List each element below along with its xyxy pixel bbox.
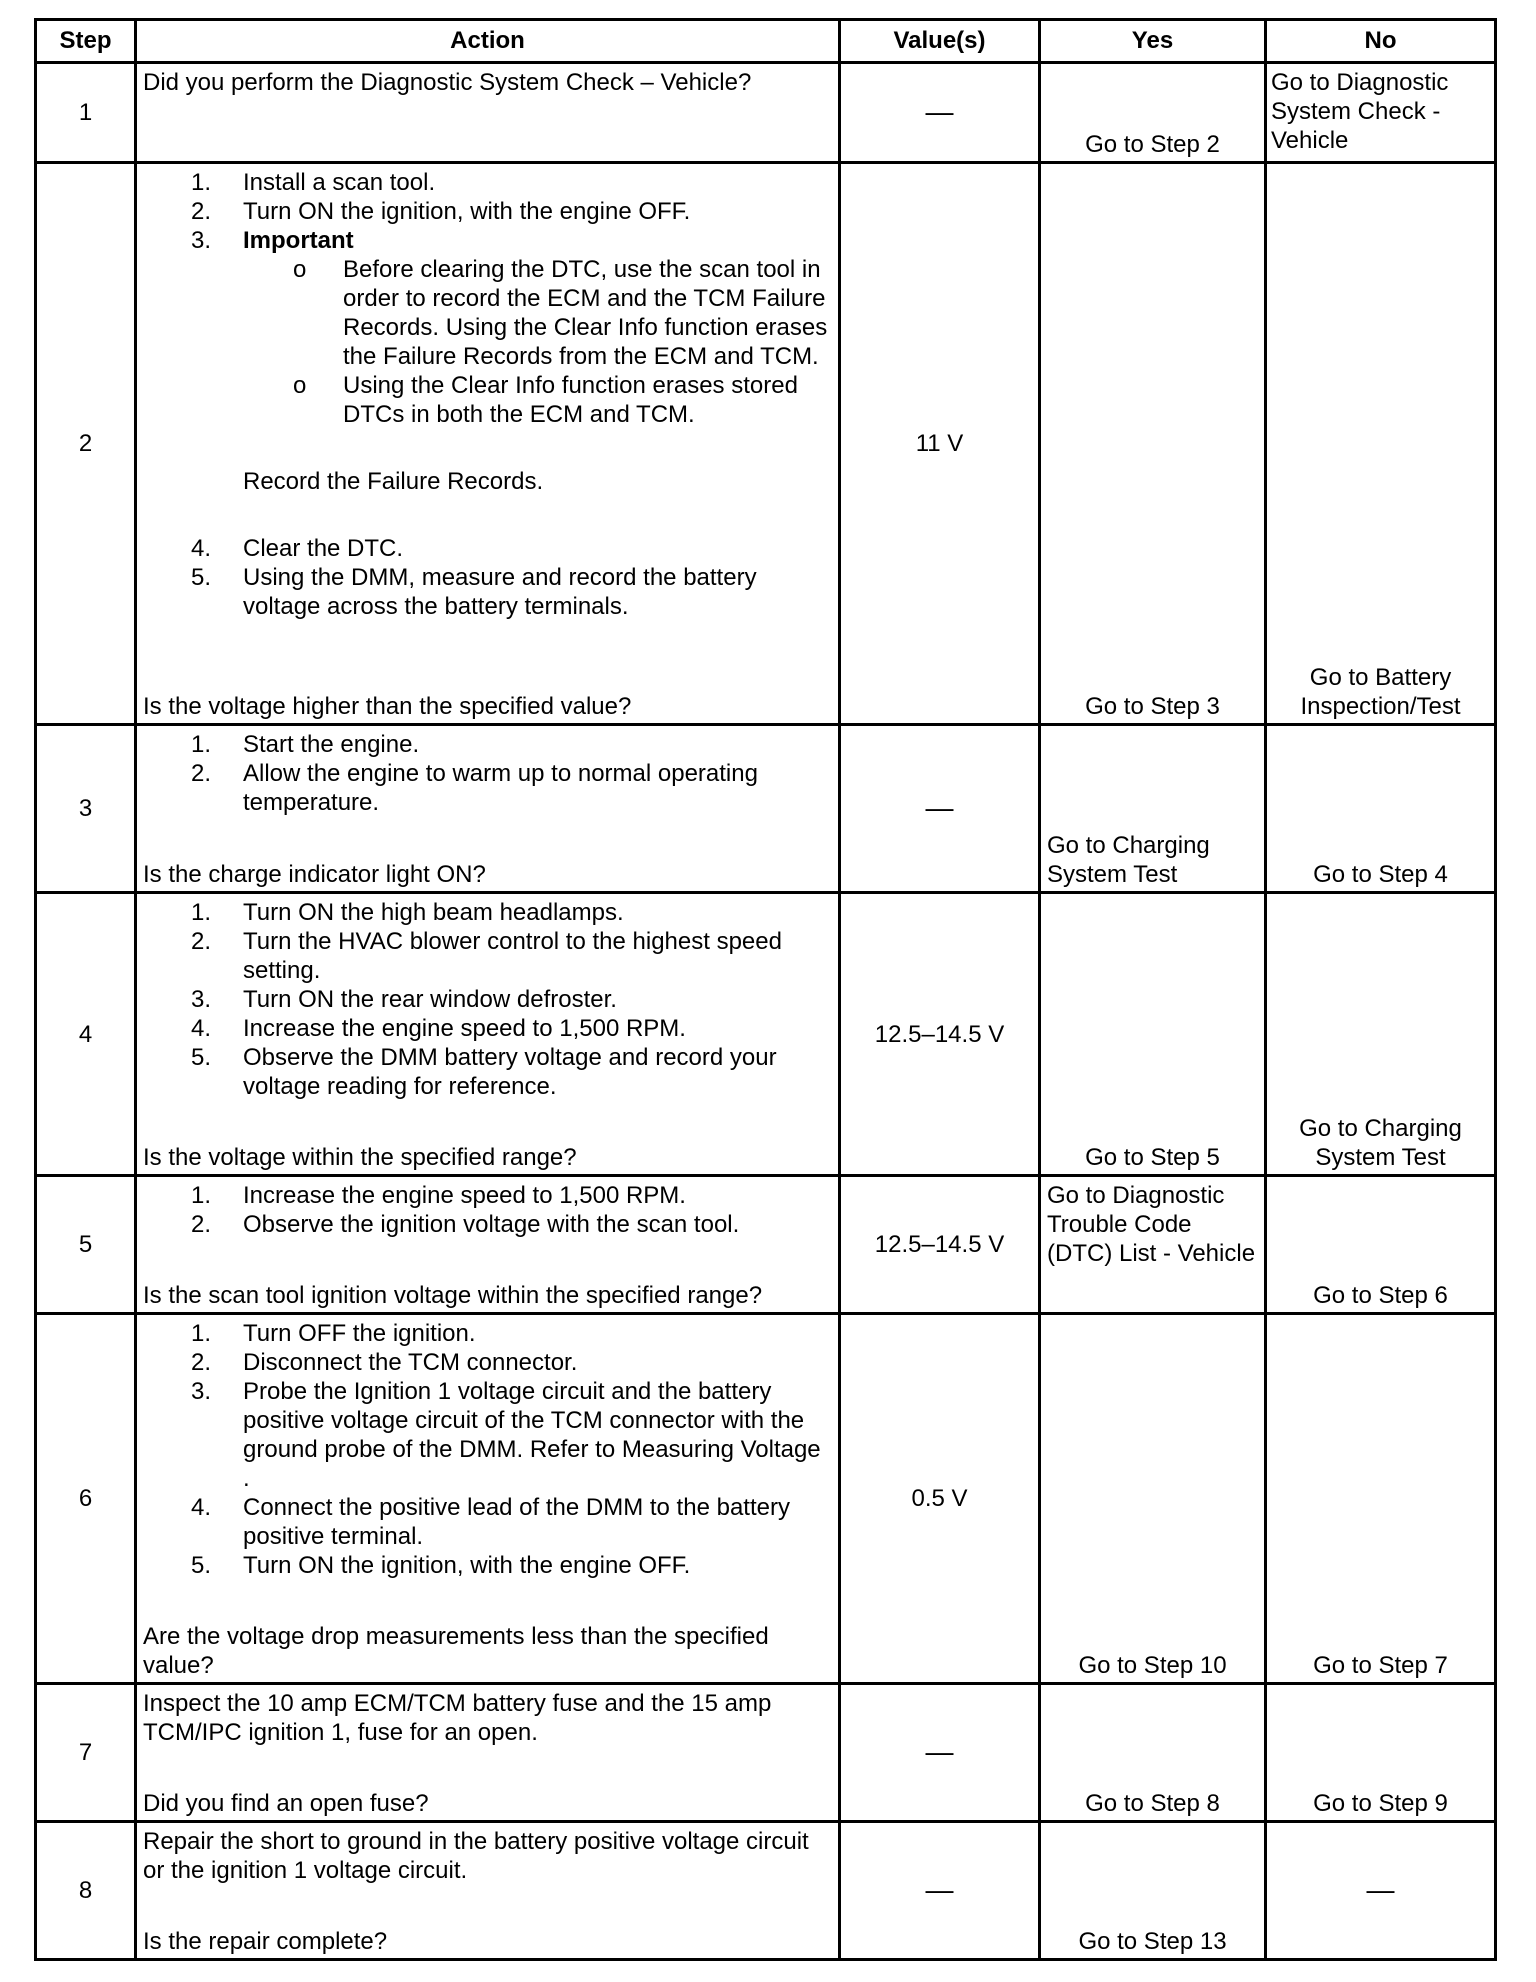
step-number: 8 (36, 1822, 136, 1960)
no-text: Go to Battery Inspection/Test (1300, 664, 1461, 720)
action-cell (136, 1684, 840, 1822)
question-text: Is the voltage within the specified range? (143, 1144, 577, 1171)
action-cell (136, 725, 840, 893)
yes-cell (1040, 1314, 1266, 1684)
value-text: — (925, 792, 954, 823)
action-text: Did you perform the Diagnostic System Check – Vehicle? (143, 69, 752, 96)
list-item: 3. Probe the Ignition 1 voltage circuit and the battery positive voltage circuit of the TCM connector with the ground probe of the DMM. Refer to Measuring Voltage . (191, 1378, 821, 1492)
list-item: 2. Observe the ignition voltage with the scan tool. (191, 1211, 740, 1238)
list-item: o Using the Clear Info function erases stored DTCs in both the ECM and TCM. (293, 372, 798, 428)
no-cell (1266, 1822, 1496, 1960)
action-steps (143, 534, 832, 621)
table-row (36, 63, 1496, 163)
table-row (36, 1684, 1496, 1822)
no-cell (1266, 1684, 1496, 1822)
value-cell: 12.5–14.5 V (840, 893, 1040, 1176)
step-number: 2 (36, 163, 136, 725)
table-row (36, 1176, 1496, 1314)
question-text: Are the voltage drop measurements less than the specified value? (143, 1623, 769, 1679)
list-item: 4. Connect the positive lead of the DMM to the battery positive terminal. (191, 1494, 790, 1550)
action-cell (136, 1822, 840, 1960)
action-cell (136, 63, 840, 163)
header-no: No (1266, 20, 1496, 63)
list-item: 5. Turn ON the ignition, with the engine OFF. (191, 1552, 691, 1579)
list-item: 1. Install a scan tool. (191, 169, 436, 196)
no-text: Go to Step 4 (1313, 861, 1448, 888)
yes-text: Go to Diagnostic Trouble Code (DTC) List - Vehicle (1047, 1182, 1256, 1267)
no-cell (1266, 725, 1496, 893)
step-number: 7 (36, 1684, 136, 1822)
table-row (36, 163, 1496, 725)
table-row (36, 1314, 1496, 1684)
list-item: 2. Disconnect the TCM connector. (191, 1349, 578, 1376)
header-row (36, 20, 1496, 63)
action-cell (136, 1176, 840, 1314)
list-item: 4. Clear the DTC. (191, 535, 404, 562)
header-step: Step (36, 20, 136, 63)
yes-cell (1040, 725, 1266, 893)
action-cell (136, 1314, 840, 1684)
action-cell (136, 893, 840, 1176)
value-cell: 11 V (840, 163, 1040, 725)
no-cell (1266, 63, 1496, 163)
step-number: 6 (36, 1314, 136, 1684)
step-number: 5 (36, 1176, 136, 1314)
value-cell: 0.5 V (840, 1314, 1040, 1684)
yes-text: Go to Step 8 (1085, 1790, 1220, 1817)
value-cell (840, 1684, 1040, 1822)
no-text: Go to Step 6 (1313, 1282, 1448, 1309)
yes-text: Go to Step 5 (1085, 1144, 1220, 1171)
list-item: 2. Turn the HVAC blower control to the highest speed setting. (191, 928, 782, 984)
record-note: Record the Failure Records. (243, 468, 544, 495)
value-cell: 12.5–14.5 V (840, 1176, 1040, 1314)
step-number: 1 (36, 63, 136, 163)
yes-cell (1040, 163, 1266, 725)
table-row (36, 725, 1496, 893)
yes-text: Go to Step 3 (1085, 693, 1220, 720)
table-row (36, 893, 1496, 1176)
list-item: o Before clearing the DTC, use the scan tool in order to record the ECM and the TCM Failure Records. Using the Clear Info function erases the Failure Records from the ECM and TCM. (293, 256, 828, 370)
action-steps (143, 1319, 832, 1580)
list-item: 1. Turn OFF the ignition. (191, 1320, 476, 1347)
yes-text: Go to Charging System Test (1047, 832, 1210, 888)
list-item: 1. Start the engine. (191, 731, 420, 758)
action-steps (143, 168, 832, 429)
no-text: Go to Diagnostic System Check - Vehicle (1271, 69, 1449, 154)
step-number: 3 (36, 725, 136, 893)
list-item: 1. Turn ON the high beam headlamps. (191, 899, 624, 926)
table-row (36, 1822, 1496, 1960)
value-cell (840, 725, 1040, 893)
list-item: 3. Important o Before clearing the DTC, use the scan tool in order to record the ECM and the TCM Failure Records. Using the Clear Info function erases the Failure Records from the ECM and TCM. o Using the Clear Info function erases stored DTCs in both the ECM and TCM. (143, 226, 832, 429)
action-cell (136, 163, 840, 725)
value-cell (840, 63, 1040, 163)
list-item: 3. Turn ON the rear window defroster. (191, 986, 617, 1013)
action-text: Inspect the 10 amp ECM/TCM battery fuse and the 15 amp TCM/IPC ignition 1, fuse for an open. (143, 1690, 772, 1746)
no-text: Go to Charging System Test (1299, 1115, 1462, 1171)
yes-cell (1040, 1176, 1266, 1314)
no-text: Go to Step 7 (1313, 1652, 1448, 1679)
action-steps (143, 730, 832, 817)
yes-text: Go to Step 13 (1078, 1928, 1227, 1955)
question-text: Is the voltage higher than the specified value? (143, 693, 632, 720)
list-item: 2. Turn ON the ignition, with the engine OFF. (191, 198, 691, 225)
no-cell (1266, 1176, 1496, 1314)
question-text: Did you find an open fuse? (143, 1790, 429, 1817)
question-text: Is the repair complete? (143, 1928, 388, 1955)
yes-cell (1040, 63, 1266, 163)
diagnostic-table (34, 18, 1497, 1961)
no-text: Go to Step 9 (1313, 1790, 1448, 1817)
list-item: 5. Observe the DMM battery voltage and record your voltage reading for reference. (191, 1044, 777, 1100)
action-steps (143, 1181, 832, 1239)
value-cell (840, 1822, 1040, 1960)
value-text: — (925, 1736, 954, 1767)
no-cell (1266, 1314, 1496, 1684)
no-cell (1266, 893, 1496, 1176)
yes-cell (1040, 1684, 1266, 1822)
value-text: — (925, 96, 954, 127)
header-values: Value(s) (840, 20, 1040, 63)
question-text: Is the charge indicator light ON? (143, 861, 486, 888)
value-text: — (925, 1874, 954, 1905)
header-yes: Yes (1040, 20, 1266, 63)
yes-text: Go to Step 10 (1078, 1652, 1227, 1679)
no-text: — (1366, 1874, 1395, 1905)
header-action: Action (136, 20, 840, 63)
important-notes (243, 255, 832, 429)
yes-text: Go to Step 2 (1085, 131, 1220, 158)
list-item: 2. Allow the engine to warm up to normal operating temperature. (191, 760, 758, 816)
no-cell (1266, 163, 1496, 725)
action-steps (143, 898, 832, 1101)
step-number: 4 (36, 893, 136, 1176)
yes-cell (1040, 1822, 1266, 1960)
list-item: 5. Using the DMM, measure and record the battery voltage across the battery terminals. (191, 564, 757, 620)
list-item: 1. Increase the engine speed to 1,500 RPM. (191, 1182, 686, 1209)
action-text: Repair the short to ground in the battery positive voltage circuit or the ignition 1 voltage circuit. (143, 1828, 809, 1884)
question-text: Is the scan tool ignition voltage within the specified range? (143, 1282, 763, 1309)
list-item: 4. Increase the engine speed to 1,500 RPM. (191, 1015, 686, 1042)
yes-cell (1040, 893, 1266, 1176)
